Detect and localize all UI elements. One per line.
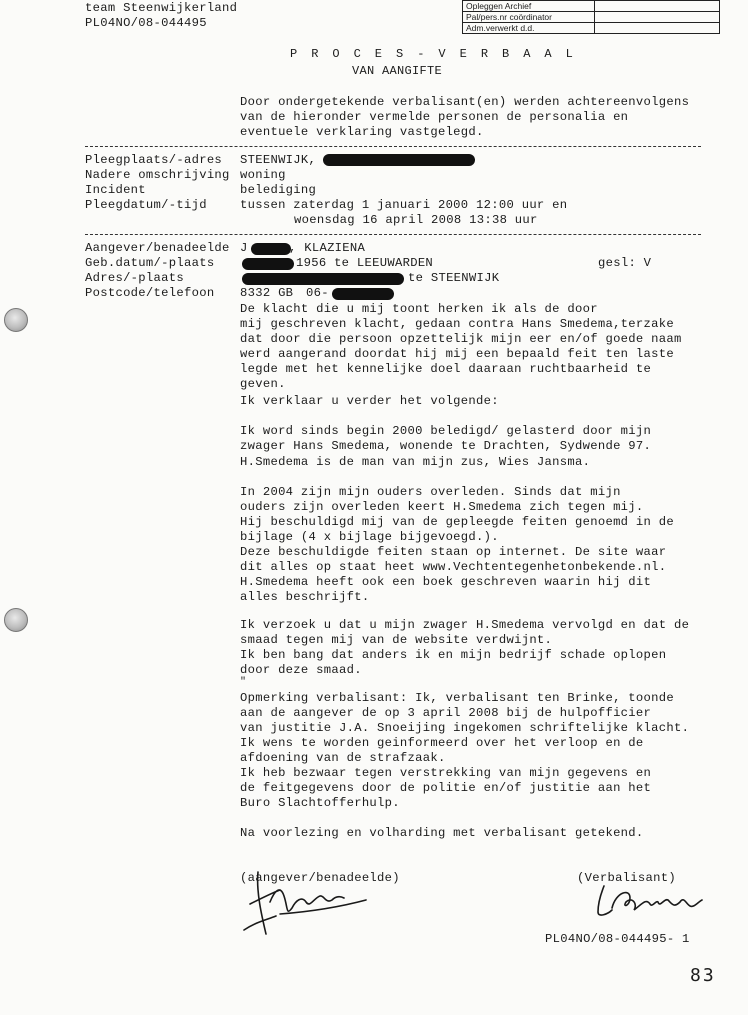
statement-line: de feitgegevens door de politie en/of justitie aan het <box>240 781 652 795</box>
statement-line: " <box>240 677 247 688</box>
statement-line: Hij beschuldigd mij van de gepleegde feiten genoemd in de <box>240 515 674 529</box>
document-subtitle: VAN AANGIFTE <box>352 64 443 78</box>
admin-value <box>595 12 720 23</box>
statement-line: bijlage (4 x bijlage bijgevoegd.). <box>240 530 499 544</box>
statement-line: mij geschreven klacht, gedaan contra Hans Smedema,terzake <box>240 317 674 331</box>
field-value: STEENWIJK, <box>240 153 317 167</box>
redaction-bar <box>242 258 294 270</box>
page-number: 83 <box>690 965 716 986</box>
statement-line: ouders zijn overleden keert H.Smedema zich tegen mij. <box>240 500 644 514</box>
statement-line: legde met het kennelijke doel daaraan ruchtbaarheid te <box>240 362 652 376</box>
field-label: Pleegplaats/-adres <box>85 153 223 167</box>
signature-label-officer: (Verbalisant) <box>577 871 676 885</box>
redaction-bar <box>323 154 475 166</box>
field-value: te STEENWIJK <box>408 271 500 285</box>
statement-line: werd aangerand doordat hij mij een bepaald feit ten laste <box>240 347 674 361</box>
redaction-bar <box>332 288 394 300</box>
signature-label-complainant: (aangever/benadeelde) <box>240 871 400 885</box>
unit-name: team Steenwijkerland <box>85 1 238 15</box>
field-label: Incident <box>85 183 146 197</box>
admin-row <box>463 1 720 12</box>
divider <box>85 146 701 147</box>
statement-line: Ik verzoek u dat u mijn zwager H.Smedema vervolgd en dat de <box>240 618 690 632</box>
complainant-signature <box>236 862 386 942</box>
redaction-bar <box>251 243 291 255</box>
footer-reference: PL04NO/08-044495- 1 <box>545 932 690 946</box>
intro-line: van de hieronder vermelde personen de personalia en <box>240 110 629 124</box>
statement-line: aan de aangever de op 3 april 2008 bij de hulpofficier <box>240 706 652 720</box>
statement-line: Na voorlezing en volharding met verbalisant getekend. <box>240 826 644 840</box>
field-label: Pleegdatum/-tijd <box>85 198 207 212</box>
statement-line: afdoening van de strafzaak. <box>240 751 446 765</box>
admin-label: Adm.verwerkt d.d. <box>463 23 595 34</box>
statement-line: De klacht die u mij toont herken ik als de door <box>240 302 598 316</box>
statement-line: alles beschrijft. <box>240 590 370 604</box>
phone-prefix: 06- <box>306 286 329 300</box>
admin-row <box>463 12 720 23</box>
statement-line: H.Smedema heeft ook een boek geschreven waarin hij dit <box>240 575 652 589</box>
statement-line: In 2004 zijn mijn ouders overleden. Sinds dat mijn <box>240 485 621 499</box>
statement-line: door deze smaad. <box>240 663 362 677</box>
field-value: belediging <box>240 183 317 197</box>
statement-line: dit alles op staat heet www.Vechtentegenhetonbekende.nl. <box>240 560 667 574</box>
admin-label: Opleggen Archief <box>463 1 595 12</box>
admin-value <box>595 1 720 12</box>
officer-signature <box>590 878 710 923</box>
statement-line: Ik wens te worden geinformeerd over het verloop en de <box>240 736 644 750</box>
intro-line: eventuele verklaring vastgelegd. <box>240 125 484 139</box>
field-label: Geb.datum/-plaats <box>85 256 215 270</box>
intro-line: Door ondergetekende verbalisant(en) werden achtereenvolgens <box>240 95 690 109</box>
field-label: Adres/-plaats <box>85 271 184 285</box>
statement-line: H.Smedema is de man van mijn zus, Wies Jansma. <box>240 455 591 469</box>
field-label: Aangever/benadeelde <box>85 241 230 255</box>
admin-row <box>463 23 720 34</box>
field-value: tussen zaterdag 1 januari 2000 12:00 uur en <box>240 198 568 212</box>
field-value: 8332 GB <box>240 286 294 300</box>
field-label: Nadere omschrijving <box>85 168 230 182</box>
admin-box <box>462 0 720 34</box>
document-title: P R O C E S - V E R B A A L <box>290 47 577 61</box>
name-prefix: J <box>240 241 248 255</box>
redaction-bar <box>242 273 404 285</box>
statement-line: smaad tegen mij van de website verdwijnt. <box>240 633 553 647</box>
statement-line: Ik ben bang dat anders ik en mijn bedrijf schade oplopen <box>240 648 667 662</box>
statement-line: Opmerking verbalisant: Ik, verbalisant ten Brinke, toonde <box>240 691 674 705</box>
statement-line: van justitie J.A. Snoeijing ingekomen schriftelijke klacht. <box>240 721 690 735</box>
statement-line: dat door die persoon opzettelijk mijn eer en/of goede naam <box>240 332 682 346</box>
statement-line: Ik word sinds begin 2000 beledigd/ gelasterd door mijn <box>240 424 652 438</box>
punch-hole <box>4 308 28 332</box>
name-value: , KLAZIENA <box>289 241 366 255</box>
reference-number: PL04NO/08-044495 <box>85 16 207 30</box>
field-value: woning <box>240 168 286 182</box>
statement-line: Ik heb bezwaar tegen verstrekking van mijn gegevens en <box>240 766 652 780</box>
divider <box>85 234 701 235</box>
gender-value: gesl: V <box>598 256 652 270</box>
statement-line: geven. <box>240 377 286 391</box>
admin-value <box>595 23 720 34</box>
field-value: woensdag 16 april 2008 13:38 uur <box>294 213 538 227</box>
statement-line: zwager Hans Smedema, wonende te Drachten, Sydwende 97. <box>240 439 652 453</box>
field-value: 1956 te LEEUWARDEN <box>296 256 434 270</box>
statement-line: Buro Slachtofferhulp. <box>240 796 400 810</box>
punch-hole <box>4 608 28 632</box>
admin-label: Pal/pers.nr coördinator <box>463 12 595 23</box>
field-label: Postcode/telefoon <box>85 286 215 300</box>
statement-line: Deze beschuldigde feiten staan op internet. De site waar <box>240 545 667 559</box>
statement-line: Ik verklaar u verder het volgende: <box>240 394 499 408</box>
